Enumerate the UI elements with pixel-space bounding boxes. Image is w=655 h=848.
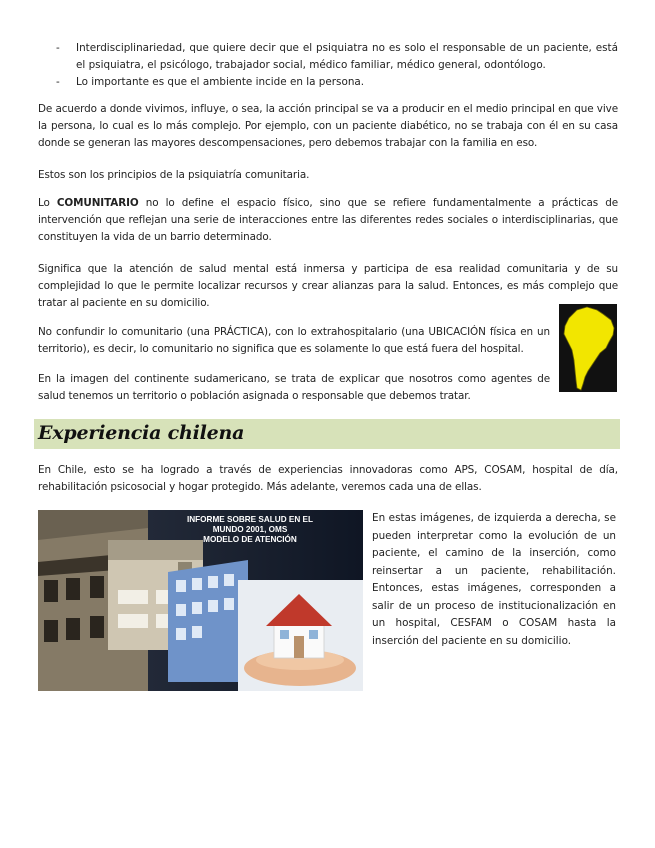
list-item-text: Lo importante es que el ambiente incide en la persona. (76, 76, 365, 88)
bullet-list (56, 40, 618, 91)
paragraph-sudamerica: En la imagen del continente sudamericano, se trata de explicar que nosotros como agentes de salud tenemos un territorio o población asignada o responsable que debemos tratar. (38, 373, 550, 402)
paragraph-image-description: En estas imágenes, de izquierda a derecha, se pueden interpretar como la evolución de un paciente, el camino de la inserción, como reinsertar a un paciente, rehabilitación. Entonces, estas imágenes, corresponden a salir de un proceso de institucionalización en un hospital, CESFAM o COSAM hasta la inserción del paciente en su domicilio. (372, 512, 616, 647)
bullet-dash: - (56, 76, 60, 88)
collage-image (38, 510, 363, 691)
modern-building-photo (168, 560, 248, 682)
section-heading: Experiencia chilena (38, 422, 245, 444)
list-item (56, 40, 618, 74)
list-item-text: Interdisciplinariedad, que quiere decir que el psiquiatra no es solo el responsable de un paciente, está el psiquiatra, el psicólogo, trabajador social, médico familiar, médico general, odontólogo. (76, 42, 618, 71)
house-in-hands-photo (238, 580, 363, 691)
comunitario-prefix: Lo (38, 197, 57, 209)
paragraph-salud-mental: Significa que la atención de salud mental está inmersa y participa de esa realidad comunitaria y de su complejidad lo que le permite localizar recursos y crear alianzas para la salud. Entonces, es más complejo que tratar al paciente en su domicilio. (38, 263, 618, 309)
paragraph-principios: Estos son los principios de la psiquiatría comunitaria. (38, 169, 310, 181)
bullet-dash: - (56, 42, 60, 54)
section-heading-bar (34, 419, 620, 449)
paragraph-no-confundir: No confundir lo comunitario (una PRÁCTICA), con lo extrahospitalario (una UBICACIÓN física en un territorio), es decir, lo comunitario no significa que es solamente lo que está fuera del hospital. (38, 326, 550, 355)
south-america-map-image (559, 304, 617, 392)
paragraph-chile: En Chile, esto se ha logrado a través de experiencias innovadoras como APS, COSAM, hospital de día, rehabilitación psicosocial y hogar protegido. Más adelante, veremos cada una de ellas. (38, 464, 618, 493)
collage-title-line: MUNDO 2001, OMS (212, 525, 288, 534)
collage-title-line: INFORME SOBRE SALUD EN EL (186, 515, 314, 524)
paragraph-ambiente: De acuerdo a donde vivimos, influye, o sea, la acción principal se va a producir en el medio principal en que vive la persona, lo cual es lo más complejo. Por ejemplo, con un paciente diabético, no se trabaja con él en su casa donde se generan las mayores descompensaciones, pero debemos trabajar con la familia en eso. (38, 103, 618, 149)
collage-illustration (38, 510, 363, 691)
list-item (56, 74, 618, 91)
collage-title-line: MODELO DE ATENCIÓN (203, 535, 297, 544)
comunitario-bold: COMUNITARIO (56, 197, 139, 209)
paragraph-comunitario (38, 195, 618, 246)
comunitario-rest: no lo define el espacio físico, sino que se refiere fundamentalmente a prácticas de intervención que reflejan una serie de interacciones entre las diferentes redes sociales o interdisciplinarias, que constituyen la vida de un barrio determinado. (38, 197, 618, 243)
south-america-map-icon (559, 304, 617, 392)
